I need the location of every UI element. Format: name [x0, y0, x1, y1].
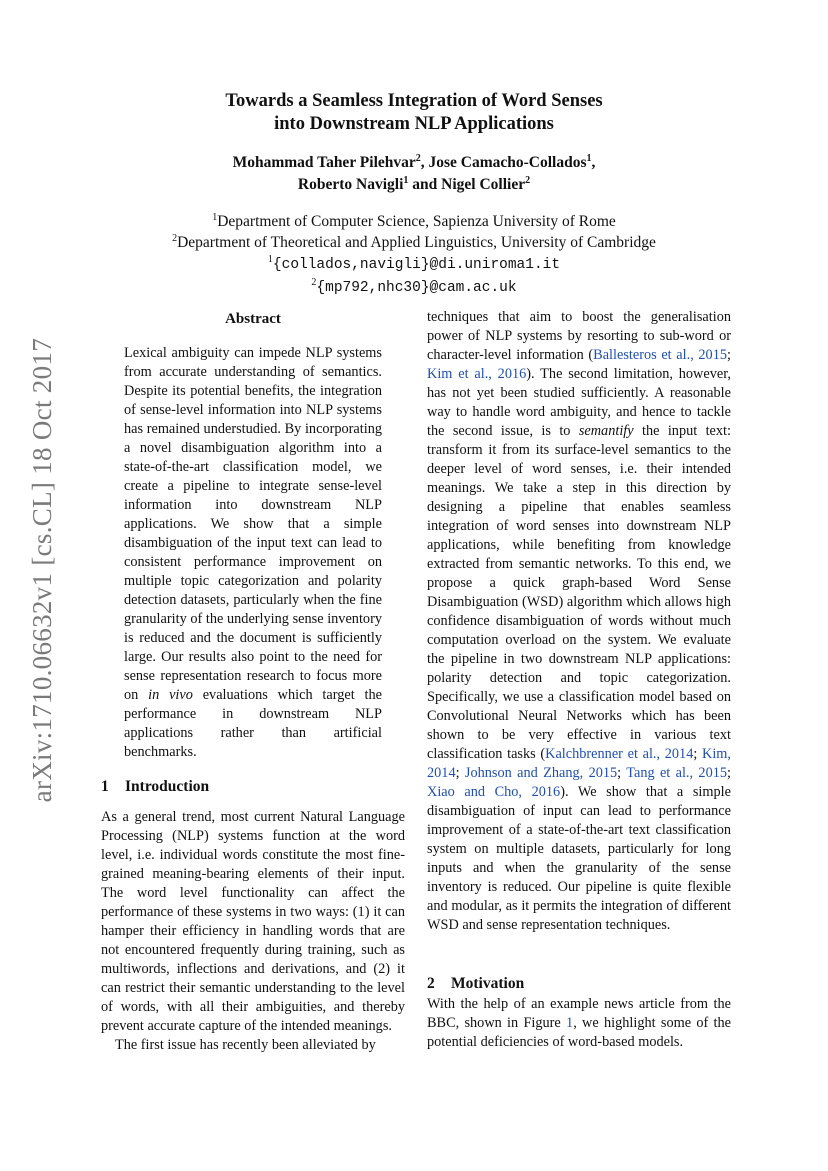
- affiliation-list: [100, 211, 728, 299]
- citation-link[interactable]: Kim et al., 2016: [427, 366, 527, 382]
- affiliation-1: [100, 211, 728, 232]
- section-title: Introduction: [125, 778, 210, 795]
- citation-link[interactable]: Tang et al., 2015: [626, 765, 728, 781]
- affil-text: Department of Computer Science, Sapienza University of Rome: [217, 213, 616, 230]
- author-name: Roberto Navigli: [297, 176, 404, 193]
- intro-paragraph-2: The first issue has recently been alleviated by: [115, 1037, 376, 1053]
- author-affil-mark: 2: [415, 152, 421, 164]
- citation-link[interactable]: Johnson and Zhang, 2015: [464, 765, 618, 781]
- affil-mark: 1: [267, 253, 273, 265]
- email-address: {collados,navigli}@di.uniroma1.it: [272, 257, 561, 273]
- intro-paragraph-2-continued: [427, 308, 731, 935]
- abstract-heading: Abstract: [225, 311, 281, 327]
- abstract-paragraph: [124, 344, 382, 762]
- body-text: ;: [617, 765, 627, 781]
- author-name: Mohammad Taher Pilehvar: [232, 154, 416, 171]
- author-affil-mark: 2: [525, 174, 531, 186]
- author-affil-mark: 1: [403, 174, 409, 186]
- author-affil-mark: 1: [586, 152, 592, 164]
- title-line-2: into Downstream NLP Applications: [274, 114, 554, 134]
- body-text: ). We show that a simple disambiguation of input can lead to performance improvement of a state-of-the-art text classification system on multiple datasets, particularly for long inputs and when the granularity of the sense inventory is reduced. Our pipeline is quite flexible and modular, as it permits the integration of different WSD and sense representation techniques.: [427, 784, 731, 933]
- figure-reference-link[interactable]: 1: [566, 1015, 574, 1031]
- abstract-body: [124, 344, 382, 762]
- author-list: [100, 152, 728, 196]
- right-column: [427, 308, 731, 1052]
- citation-link[interactable]: Kalchbrenner et al., 2014: [545, 746, 694, 762]
- section-number: 1: [101, 778, 109, 795]
- abstract-text: evaluations which target the performance in downstream NLP applications rather than artificial benchmarks.: [124, 687, 382, 760]
- author-separator: ,: [420, 154, 429, 171]
- affil-mark: 2: [311, 276, 317, 288]
- section-heading-introduction: [101, 776, 405, 798]
- abstract-text: Lexical ambiguity can impede NLP systems from accurate understanding of semantics. Despite its potential benefits, the integration of sense-level information into NLP systems has remained understudied. By incorporating a novel disambiguation algorithm into a state-of-the-art classification model, we create a pipeline to integrate sense-level information into downstream NLP applications. We show that a simple disambiguation of the input text can lead to consistent performance improvement on multiple topic categorization and polarity detection datasets, particularly when the fine granularity of the underlying sense inventory is reduced and the document is sufficiently large. Our results also point to the need for sense representation research to focus more on: [124, 345, 382, 703]
- body-text: With the help of an example news article from the BBC, shown in Figure: [427, 996, 731, 1031]
- motivation-paragraph: [427, 995, 731, 1052]
- author-conjunction: and: [408, 176, 442, 193]
- body-text: ;: [693, 746, 702, 762]
- left-column: [101, 308, 405, 1055]
- email-2: [100, 276, 728, 299]
- section-heading-motivation: [427, 973, 731, 995]
- body-text: the input text: transform it from its surface-level semantics to the deeper level of word senses, i.e. their intended meanings. We take a step in this direction by designing a pipeline that enables seamless integration of word senses into downstream NLP applications, while benefiting from knowledge extracted from semantic networks. To this end, we propose a quick graph-based Word Sense Disambiguation (WSD) algorithm which allows high confidence disambiguation of words without much computation overload on the system. We evaluate the pipeline in two downstream NLP applications: polarity detection and topic categorization. Specifically, we use a classification model based on Convolutional Neural Networks which has been shown to be very effective in various text classification tasks (: [427, 423, 731, 762]
- body-text: techniques that aim to boost the generalisation power of NLP systems by resorting to sub-word or character-level information (: [427, 309, 731, 363]
- affil-mark: 2: [172, 232, 178, 244]
- paper-header: [100, 90, 728, 299]
- abstract-emphasis: in vivo: [148, 687, 193, 703]
- email-1: [100, 253, 728, 276]
- author-separator: ,: [591, 154, 596, 171]
- body-text: ;: [727, 347, 731, 363]
- citation-link[interactable]: Ballesteros et al., 2015: [593, 347, 727, 363]
- citation-link[interactable]: Xiao and Cho, 2016: [427, 784, 561, 800]
- body-emphasis: semantify: [578, 423, 634, 439]
- body-text: ;: [727, 765, 732, 781]
- affil-text: Department of Theoretical and Applied Linguistics, University of Cambridge: [177, 234, 656, 251]
- affiliation-2: [100, 232, 728, 253]
- section-title: Motivation: [451, 975, 525, 992]
- intro-paragraph-1: As a general trend, most current Natural Language Processing (NLP) systems function at the word level, i.e. individual words constitute the most fine-grained meaning-bearing elements of their input. The word level functionality can affect the performance of these systems in two ways: (1) it can hamper their efficiency in handling words that are not encountered frequently during training, such as multiwords, inflections and derivations, and (2) it can restrict their semantic understanding to the level of words, with all their ambiguities, and thereby prevent accurate capture of the intended meanings.: [101, 809, 405, 1034]
- citation-link[interactable]: Kim, 2014: [427, 746, 731, 781]
- title-line-1: Towards a Seamless Integration of Word Senses: [225, 91, 603, 111]
- section-number: 2: [427, 975, 435, 992]
- body-text: ;: [455, 765, 465, 781]
- author-name: Jose Camacho-Collados: [428, 154, 587, 171]
- body-text: ). The second limitation, however, has not yet been studied sufficiently. A reasonable way to handle word ambiguity, and hence to tackle the second issue, is to: [427, 366, 731, 439]
- email-address: {mp792,nhc30}@cam.ac.uk: [316, 280, 517, 296]
- affil-mark: 1: [212, 211, 218, 223]
- arxiv-identifier: arXiv:1710.06632v1 [cs.CL] 18 Oct 2017: [26, 337, 57, 803]
- body-text: , we highlight some of the potential deficiencies of word-based models.: [427, 1015, 731, 1050]
- author-name: Nigel Collier: [441, 176, 526, 193]
- paper-title: [100, 90, 728, 136]
- arxiv-sidebar: [20, 290, 64, 850]
